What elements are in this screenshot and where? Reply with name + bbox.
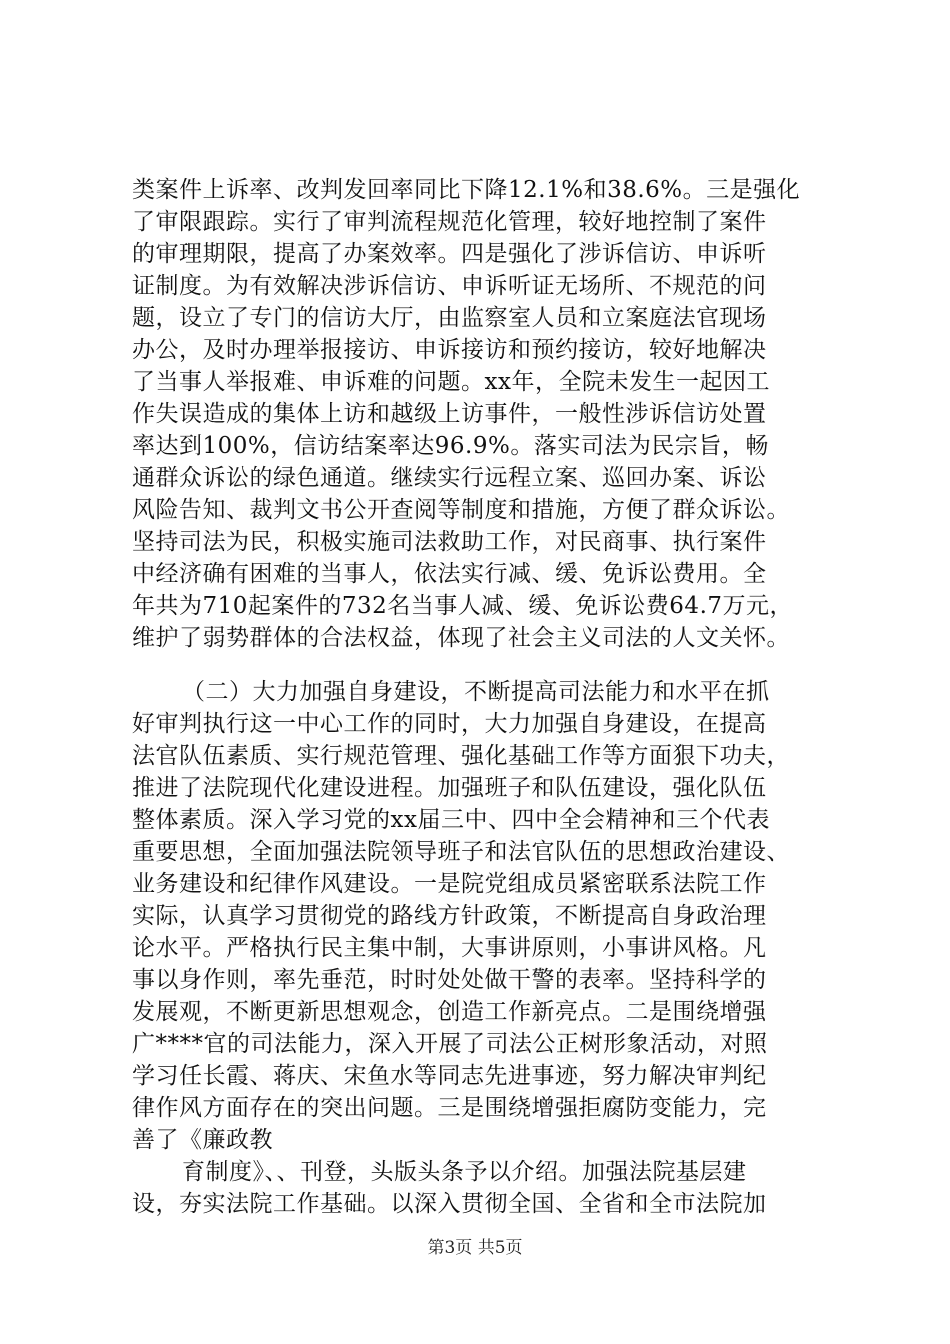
paragraph-line: 发展观，不断更新思想观念，创造工作新亮点。二是围绕增强 bbox=[132, 999, 767, 1025]
paragraph-line: 法官队伍素质、实行规范管理、强化基础工作等方面狠下功夫， bbox=[132, 743, 790, 769]
paragraph-line: 中经济确有困难的当事人，依法实行减、缓、免诉讼费用。全 bbox=[132, 561, 767, 587]
paragraph-line: 了当事人举报难、申诉难的问题。xx年，全院未发生一起因工 bbox=[132, 369, 770, 395]
paragraph-line: 办公，及时办理举报接访、申诉接访和预约接访，较好地解决 bbox=[132, 337, 767, 363]
paragraph-line: 学习任长霞、蒋庆、宋鱼水等同志先进事迹，努力解决审判纪 bbox=[132, 1063, 767, 1089]
paragraph-line: 重要思想，全面加强法院领导班子和法官队伍的思想政治建设、 bbox=[132, 839, 790, 865]
paragraph-line: 作失误造成的集体上访和越级上访事件，一般性涉诉信访处置 bbox=[132, 401, 767, 427]
paragraph-line: 坚持司法为民，积极实施司法救助工作，对民商事、执行案件 bbox=[132, 529, 767, 555]
paragraph-line: 维护了弱势群体的合法权益，体现了社会主义司法的人文关怀。 bbox=[132, 625, 790, 651]
paragraph-line: 实际，认真学习贯彻党的路线方针政策，不断提高自身政治理 bbox=[132, 903, 767, 929]
section-heading-line: （二）大力加强自身建设，不断提高司法能力和水平在抓 bbox=[182, 679, 770, 705]
paragraph-line: 业务建设和纪律作风建设。一是院党组成员紧密联系法院工作 bbox=[132, 871, 767, 897]
paragraph-line: 通群众诉讼的绿色通道。继续实行远程立案、巡回办案、诉讼 bbox=[132, 465, 767, 491]
paragraph-line: 论水平。严格执行民主集中制，大事讲原则，小事讲风格。凡 bbox=[132, 935, 767, 961]
paragraph-line: 证制度。为有效解决涉诉信访、申诉听证无场所、不规范的问 bbox=[132, 273, 767, 299]
paragraph-line: 律作风方面存在的突出问题。三是围绕增强拒腐防变能力，完 bbox=[132, 1095, 767, 1121]
page-number: 第3页 共5页 bbox=[427, 1238, 523, 1258]
paragraph-line: 题，设立了专门的信访大厅，由监察室人员和立案庭法官现场 bbox=[132, 305, 767, 331]
paragraph-line: 好审判执行这一中心工作的同时，大力加强自身建设，在提高 bbox=[132, 711, 767, 737]
paragraph-line: 年共为710起案件的732名当事人减、缓、免诉讼费64.7万元， bbox=[132, 593, 794, 619]
paragraph-line: 了审限跟踪。实行了审判流程规范化管理，较好地控制了案件 bbox=[132, 209, 767, 235]
paragraph-line: 类案件上诉率、改判发回率同比下降12.1%和38.6%。三是强化 bbox=[132, 177, 801, 203]
paragraph-line: 育制度》、、刊登，头版头条予以介绍。加强法院基层建 bbox=[182, 1159, 747, 1185]
paragraph-line: 善了《廉政教 bbox=[132, 1127, 273, 1153]
paragraph-line: 广****官的司法能力，深入开展了司法公正树形象活动，对照 bbox=[132, 1031, 768, 1057]
paragraph-line: 整体素质。深入学习党的xx届三中、四中全会精神和三个代表 bbox=[132, 807, 770, 833]
paragraph-line: 推进了法院现代化建设进程。加强班子和队伍建设，强化队伍 bbox=[132, 775, 767, 801]
paragraph-line: 的审理期限，提高了办案效率。四是强化了涉诉信访、申诉听 bbox=[132, 241, 767, 267]
paragraph-line: 风险告知、裁判文书公开查阅等制度和措施，方便了群众诉讼。 bbox=[132, 497, 790, 523]
paragraph-line: 事以身作则，率先垂范，时时处处做干警的表率。坚持科学的 bbox=[132, 967, 767, 993]
paragraph-line: 率达到100%，信访结案率达96.9%。落实司法为民宗旨，畅 bbox=[132, 433, 769, 459]
paragraph-line: 设，夯实法院工作基础。以深入贯彻全国、全省和全市法院加 bbox=[132, 1191, 767, 1217]
